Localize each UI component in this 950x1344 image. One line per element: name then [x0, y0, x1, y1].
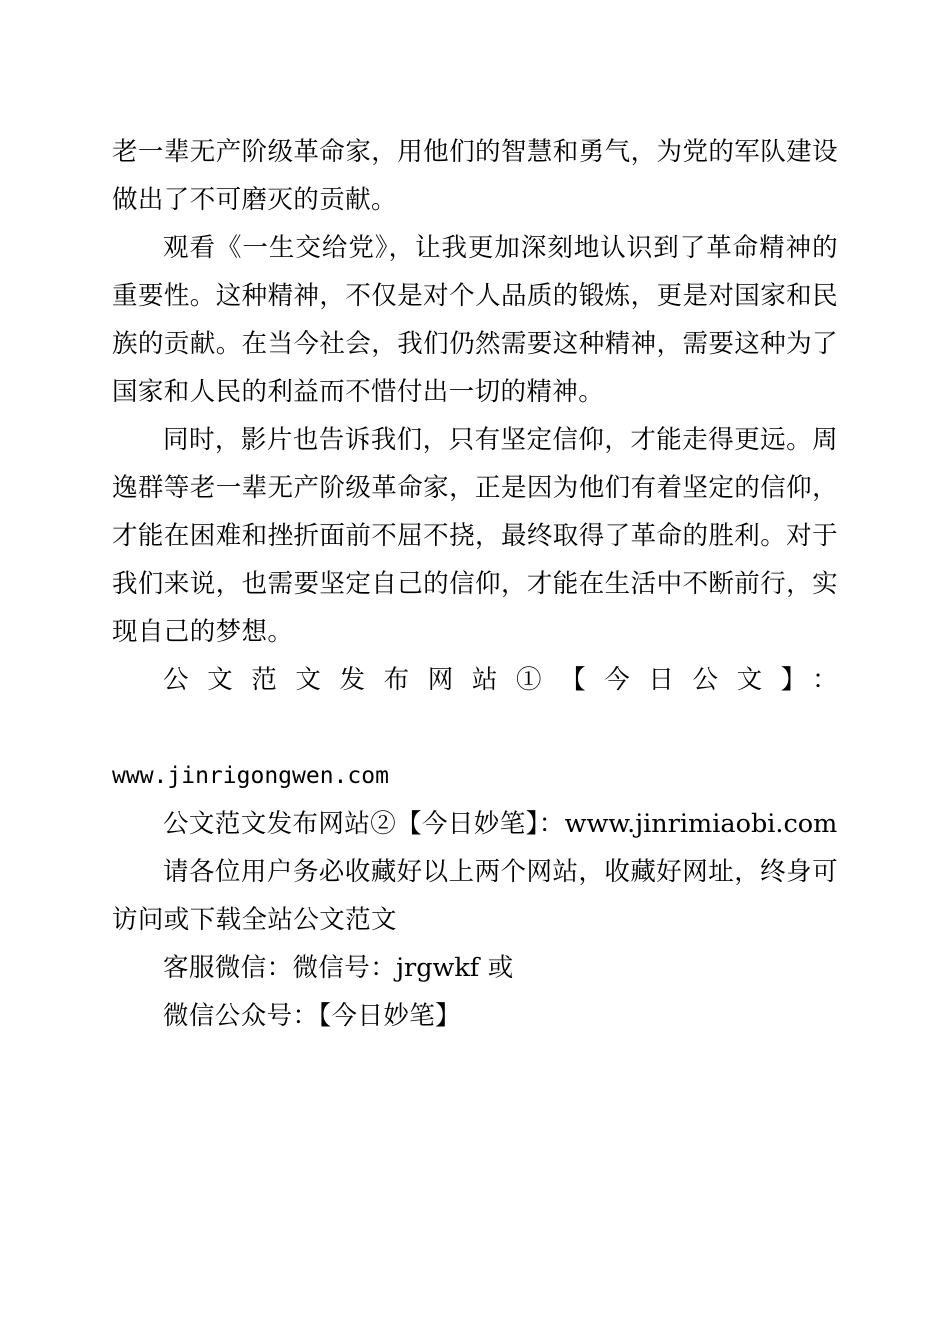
- footer-site-one-label: [112, 656, 838, 752]
- footer-site-one-label-text: 公文范文发布网站①【今日公文】：: [163, 665, 838, 695]
- paragraph-faith: 同时，影片也告诉我们，只有坚定信仰，才能走得更远。周逸群等老一辈无产阶级革命家，正是因为他们有着坚定的信仰，才能在困难和挫折面前不屈不挠，最终取得了革命的胜利。对于我们来说，也需要坚定自己的信仰，才能在生活中不断前行，实现自己的梦想。: [112, 425, 838, 647]
- footer-service-wechat: [112, 944, 838, 992]
- paragraph-revolutionary-spirit: 观看《一生交给党》，让我更加深刻地认识到了革命精神的重要性。这种精神，不仅是对个人品质的锻炼，更是对国家和民族的贡献。在当今社会，我们仍然需要这种精神，需要这种为了国家和人民的利益而不惜付出一切的精神。: [112, 233, 838, 407]
- footer-service-wechat-value: jrgwkf: [396, 953, 480, 983]
- document-body: [112, 128, 838, 1040]
- footer-service-wechat-suffix: 或: [479, 953, 514, 983]
- footer-site-two-url[interactable]: www.jinrimiaobi.com: [564, 809, 838, 839]
- footer-site-one-url[interactable]: www.jinrigongwen.com: [112, 763, 389, 789]
- footer-service-wechat-label: 客服微信：微信号：: [163, 953, 397, 983]
- footer-site-two: [112, 800, 838, 848]
- footer-collect-notice: 请各位用户务必收藏好以上两个网站，收藏好网址，终身可访问或下载全站公文范文: [112, 857, 838, 935]
- footer-official-account: 微信公众号：【今日妙笔】: [163, 1001, 462, 1031]
- footer-site-two-label: 公文范文发布网站②【今日妙笔】：: [163, 809, 565, 839]
- paragraph-opening: 老一辈无产阶级革命家，用他们的智慧和勇气，为党的军队建设做出了不可磨灭的贡献。: [112, 137, 838, 215]
